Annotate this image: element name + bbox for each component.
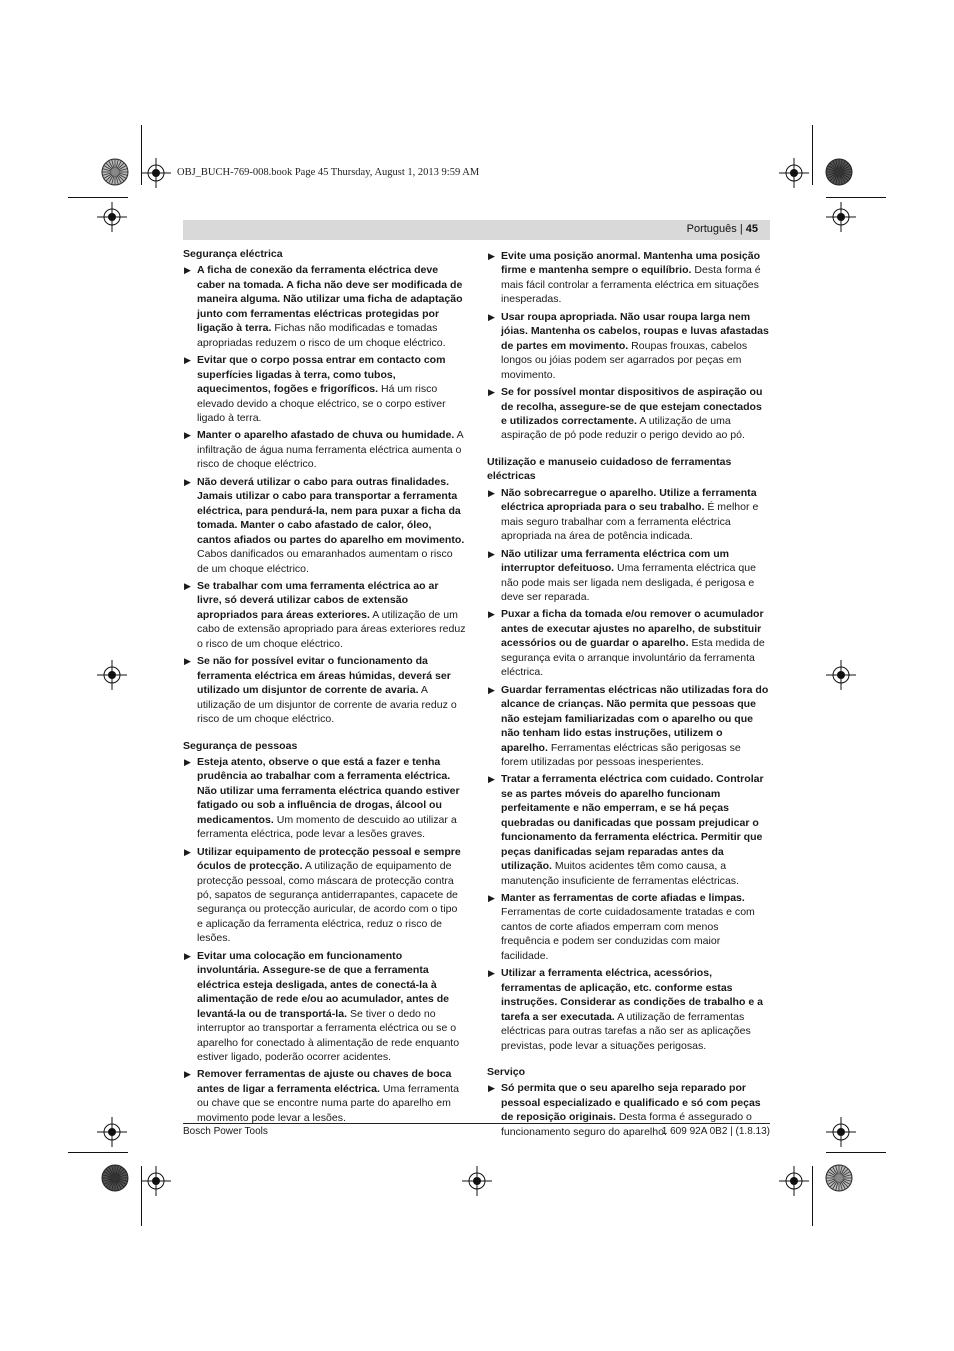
list-electrical-safety <box>183 263 466 726</box>
item-instruction: Só permita que o seu aparelho seja reparado por pessoal especializado e qualificado e só com peças de reposição originais. <box>501 1082 761 1124</box>
item-instruction: Puxar a ficha da tomada e/ou remover o acumulador antes de executar ajustes no aparelho, de substituir acessórios ou de guardar o aparelho. <box>501 608 764 650</box>
item-explanation: Fichas não modificadas e tomadas apropriadas reduzem o risco de um choque eléctrico. <box>197 322 446 349</box>
crop-line <box>826 197 886 198</box>
item-explanation: Uma ferramenta eléctrica que não pode mais ser ligada nem desligada, é perigosa e deve ser reparada. <box>501 562 756 603</box>
registration-mark-icon <box>462 1166 492 1196</box>
header-language: Português | <box>686 223 746 235</box>
list-item <box>183 263 466 350</box>
list-item <box>487 683 770 770</box>
item-instruction: Usar roupa apropriada. Não usar roupa larga nem jóias. Mantenha os cabelos, roupas e luvas afastadas de partes em movimento. <box>501 310 769 352</box>
item-explanation: Ferramentas eléctricas são perigosas se forem utilizadas por pessoas inesperientes. <box>501 741 741 768</box>
item-explanation: Desta forma é assegurado o funcionamento seguro do aparelho. <box>501 1111 752 1138</box>
registration-mark-icon <box>826 1117 856 1147</box>
item-explanation: Ferramentas de corte cuidadosamente tratadas e com cantos de corte afiados emperram com menos frequência e podem ser conduzidas com maior facilidade. <box>501 906 755 962</box>
item-explanation: A utilização de um cabo de extensão apropriado para áreas exteriores reduz o risco de um choque eléctrico. <box>197 608 466 650</box>
bullet-arrow-icon: ▶ <box>488 387 495 398</box>
bullet-arrow-icon: ▶ <box>184 950 191 961</box>
item-instruction: Guardar ferramentas eléctricas não utilizadas fora do alcance de crianças. Não permita que pessoas que não estejam familiarizadas com o aparelho ou que não tenham lido estas instruções, utilizem o aparelho. <box>501 683 769 754</box>
registration-mark-icon <box>779 1166 809 1196</box>
page-number: 45 <box>745 223 758 235</box>
item-instruction: Evitar uma colocação em funcionamento involuntária. Assegure-se de que a ferramenta eléctrica esteja desligada, antes de conectá-la à alimentação de rede e/ou ao acumulador, antes de levantá-la ou de transportá-la. <box>197 949 450 1020</box>
registration-mark-icon <box>141 1166 171 1196</box>
bullet-arrow-icon: ▶ <box>488 251 495 261</box>
footer-rule <box>183 1123 770 1124</box>
item-explanation: Desta forma é mais fácil controlar a ferramenta eléctrica em situações inesperadas. <box>501 264 761 306</box>
item-explanation: A utilização de um disjuntor de corrente de avaria reduz o risco de um choque eléctrico. <box>197 684 457 726</box>
item-instruction: A ficha de conexão da ferramenta eléctrica deve caber na tomada. A ficha não deve ser modificada de maneira alguma. Não utilizar uma ficha de adaptação junto com ferramentas eléctricas protegidas por ligação à terra. <box>197 264 463 335</box>
right-column <box>487 247 770 1142</box>
item-instruction: Manter as ferramentas de corte afiadas e limpas. <box>501 892 745 905</box>
bullet-arrow-icon: ▶ <box>488 609 495 620</box>
header-label <box>687 223 758 235</box>
list-item <box>487 486 770 544</box>
list-tool-use <box>487 486 770 1053</box>
section-title-electrical-safety: Segurança eléctrica <box>183 248 283 260</box>
bullet-arrow-icon: ▶ <box>488 774 495 785</box>
bullet-arrow-icon: ▶ <box>488 893 495 904</box>
color-rosette-icon <box>825 1164 853 1192</box>
print-slug: OBJ_BUCH-769-008.book Page 45 Thursday, August 1, 2013 9:59 AM <box>177 167 480 178</box>
item-instruction: Tratar a ferramenta eléctrica com cuidado. Controlar se as partes móveis do aparelho funcionam perfeitamente e não emperram, e se há peças quebradas ou danificadas que possam prejudicar o funcionamento da ferramenta eléctrica. Permitir que peças danificadas sejam reparadas antes da utilização. <box>501 773 764 873</box>
item-instruction: Se for possível montar dispositivos de aspiração ou de recolha, assegure-se de que estejam conectados e utilizados correctamente. <box>501 386 763 427</box>
list-item <box>487 772 770 888</box>
bullet-arrow-icon: ▶ <box>184 430 191 441</box>
crop-line <box>68 197 128 198</box>
bullet-arrow-icon: ▶ <box>488 311 495 322</box>
item-explanation: A infiltração de água numa ferramenta eléctrica aumenta o risco de choque eléctrico. <box>197 429 464 471</box>
list-item <box>487 310 770 382</box>
item-explanation: Um momento de descuido ao utilizar a ferramenta eléctrica, pode levar a lesões graves. <box>197 813 457 841</box>
item-instruction: Não deverá utilizar o cabo para outras finalidades. Jamais utilizar o cabo para transportar a ferramenta eléctrica, para pendurá-la, nem para puxar a ficha da tomada. Manter o cabo afastado de calor, óleo, cantos afiados ou partes do aparelho em movimento. <box>197 475 465 546</box>
color-rosette-icon <box>825 158 853 186</box>
crop-line <box>812 125 813 185</box>
bullet-arrow-icon: ▶ <box>184 1069 191 1080</box>
item-instruction: Se trabalhar com uma ferramenta eléctrica ao ar livre, só deverá utilizar cabos de extensão apropriados para áreas exteriores. <box>197 579 439 621</box>
crop-line <box>826 1152 886 1153</box>
item-explanation: Há um risco elevado devido a choque eléctrico, se o corpo estiver ligado à terra. <box>197 383 446 424</box>
crop-line <box>812 1166 813 1226</box>
item-instruction: Não utilizar uma ferramenta eléctrica com um interruptor defeituoso. <box>501 547 730 575</box>
list-item <box>183 579 466 651</box>
list-personal-safety-cont <box>487 249 770 443</box>
registration-mark-icon <box>97 660 127 690</box>
item-instruction: Manter o aparelho afastado de chuva ou humidade. <box>197 429 455 442</box>
item-instruction: Remover ferramentas de ajuste ou chaves de boca antes de ligar a ferramenta eléctrica. <box>197 1068 452 1095</box>
section-title-tool-use: Utilização e manuseio cuidadoso de ferramentas eléctricas <box>487 455 732 483</box>
item-instruction: Esteja atento, observe o que está a fazer e tenha prudência ao trabalhar com a ferramenta eléctrica. Não utilizar uma ferramenta eléctrica quando estiver fatigado ou sob a influência de drogas, álcool ou medicamentos. <box>197 755 460 826</box>
item-explanation: Cabos danificados ou emaranhados aumentam o risco de um choque eléctrico. <box>197 548 453 575</box>
item-instruction: Não sobrecarregue o aparelho. Utilize a ferramenta eléctrica apropriada para o seu trabalho. <box>501 486 757 514</box>
registration-mark-icon <box>826 660 856 690</box>
list-item <box>183 949 466 1065</box>
item-explanation: A utilização de uma aspiração de pó pode reduzir o perigo devido ao pó. <box>501 414 745 442</box>
list-item <box>487 385 770 443</box>
list-personal-safety <box>183 755 466 1125</box>
item-instruction: Se não for possível evitar o funcionamento da ferramenta eléctrica em áreas húmidas, deverá ser utilizado um disjuntor de corrente de avaria. <box>197 655 451 697</box>
item-explanation: Muitos acidentes têm como causa, a manutenção insuficiente de ferramentas eléctricas. <box>501 860 740 887</box>
list-item <box>183 475 466 576</box>
item-explanation: Se tiver o dedo no interruptor ao transportar a ferramenta eléctrica ou se o aparelho for conectado à alimentação de rede enquanto estiver ligado, poderão ocorrer acidentes. <box>197 1007 460 1064</box>
color-rosette-icon <box>101 158 129 186</box>
item-explanation: Roupas frouxas, cabelos longos ou jóias podem ser agarrados por peças em movimento. <box>501 339 748 381</box>
list-item <box>487 249 770 307</box>
list-item <box>487 547 770 605</box>
section-title-service: Serviço <box>487 1066 526 1079</box>
footer-brand: Bosch Power Tools <box>183 1126 268 1137</box>
bullet-arrow-icon: ▶ <box>488 1083 495 1094</box>
bullet-arrow-icon: ▶ <box>184 580 191 591</box>
list-item <box>487 607 770 679</box>
bullet-arrow-icon: ▶ <box>488 684 495 695</box>
registration-mark-icon <box>141 158 171 188</box>
list-item <box>183 654 466 726</box>
item-instruction: Evitar que o corpo possa entrar em contacto com superfícies ligadas à terra, como tubos, aquecimentos, fogões e frigoríficos. <box>197 354 446 396</box>
list-item <box>183 353 466 425</box>
list-item <box>183 755 466 842</box>
section-title-personal-safety: Segurança de pessoas <box>183 739 298 752</box>
color-rosette-icon <box>101 1164 129 1192</box>
item-explanation: Uma ferramenta ou chave que se encontre numa parte do aparelho em movimento pode levar a lesões. <box>197 1082 460 1124</box>
list-item <box>487 891 770 963</box>
registration-mark-icon <box>97 1117 127 1147</box>
item-instruction: Utilizar equipamento de protecção pessoal e sempre óculos de protecção. <box>197 845 461 873</box>
left-column <box>183 247 466 1128</box>
bullet-arrow-icon: ▶ <box>184 355 191 366</box>
list-item <box>183 845 466 946</box>
bullet-arrow-icon: ▶ <box>184 265 191 276</box>
item-explanation: A utilização de ferramentas eléctricas para outras tarefas a não ser as aplicações previstas, pode levar a situações perigosas. <box>501 1010 751 1052</box>
item-instruction: Utilizar a ferramenta eléctrica, acessórios, ferramentas de aplicação, etc. conforme estas instruções. Considerar as condições de trabalho e a tarefa a ser executada. <box>501 967 763 1023</box>
registration-mark-icon <box>97 202 127 232</box>
item-instruction: Evite uma posição anormal. Mantenha uma posição firme e mantenha sempre o equilíbrio. <box>501 250 761 277</box>
crop-line <box>68 1152 128 1153</box>
item-explanation: É melhor e mais seguro trabalhar com a ferramenta eléctrica apropriada na área de potência indicada. <box>501 501 759 543</box>
bullet-arrow-icon: ▶ <box>184 846 191 857</box>
registration-mark-icon <box>826 202 856 232</box>
bullet-arrow-icon: ▶ <box>184 476 191 487</box>
registration-mark-icon <box>779 158 809 188</box>
item-explanation: Esta medida de segurança evita o arranque involuntário da ferramenta eléctrica. <box>501 637 765 679</box>
bullet-arrow-icon: ▶ <box>488 548 495 559</box>
bullet-arrow-icon: ▶ <box>184 656 191 667</box>
bullet-arrow-icon: ▶ <box>488 968 495 979</box>
list-item <box>183 428 466 471</box>
bullet-arrow-icon: ▶ <box>184 756 191 767</box>
list-item <box>183 1067 466 1125</box>
footer-doc-number: 1 609 92A 0B2 | (1.8.13) <box>661 1126 770 1137</box>
bullet-arrow-icon: ▶ <box>488 487 495 498</box>
list-item <box>487 966 770 1053</box>
page-header <box>183 220 770 240</box>
item-explanation: A utilização de equipamento de protecção pessoal, como máscara de protecção contra pó, sapatos de segurança antiderrapantes, capacete de segurança ou protecção auricular, de acordo com o tipo e aplicação da ferramenta eléctrica, reduz o risco de lesões. <box>197 860 458 945</box>
